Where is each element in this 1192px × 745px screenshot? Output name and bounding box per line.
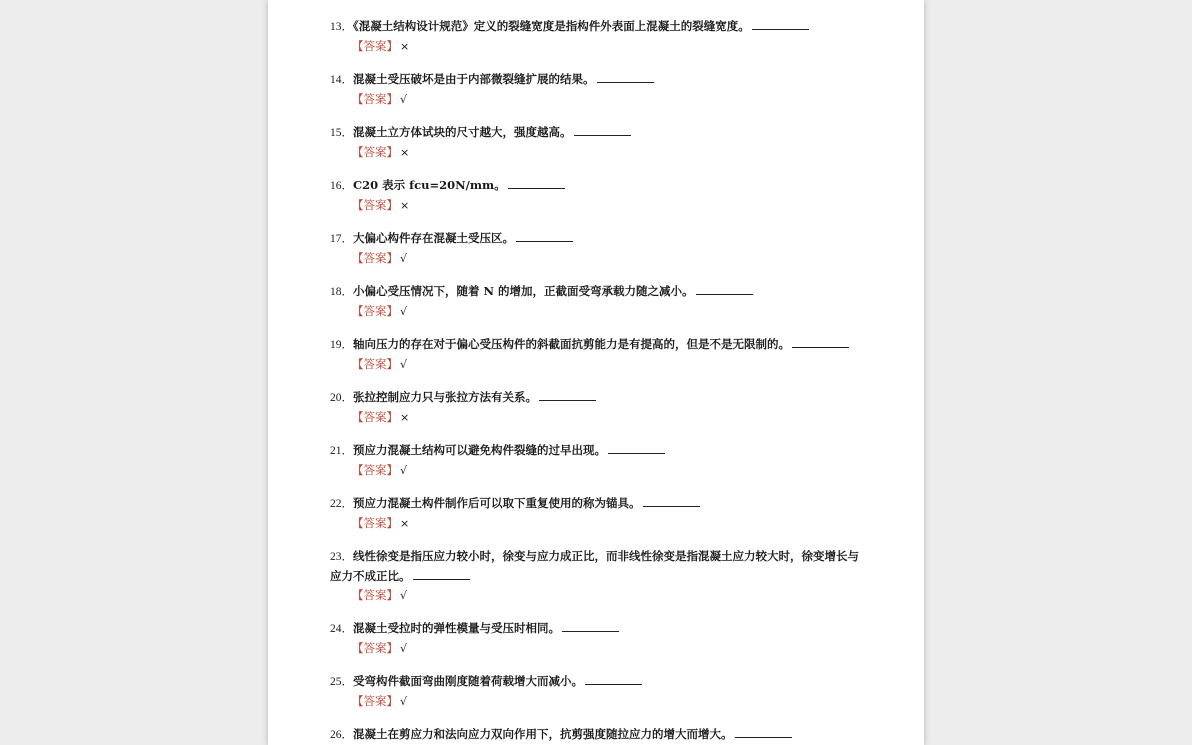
question-number: 23． bbox=[330, 551, 353, 563]
answer-value: × bbox=[400, 199, 410, 212]
question-text bbox=[330, 441, 870, 461]
answer-label: 【答案】 bbox=[352, 641, 398, 655]
answer-value: √ bbox=[400, 589, 408, 602]
question-text bbox=[330, 494, 870, 514]
answer-line bbox=[352, 639, 870, 658]
question-22 bbox=[330, 494, 870, 533]
question-number: 13． bbox=[330, 21, 353, 33]
answer-line bbox=[352, 408, 870, 427]
answer-blank bbox=[792, 337, 849, 348]
question-text-continued bbox=[330, 567, 870, 586]
answer-value: × bbox=[400, 146, 410, 159]
question-body: 轴向压力的存在对于偏心受压构件的斜截面抗剪能力是有提高的，但是不是无限制的。 bbox=[353, 337, 790, 351]
answer-value: × bbox=[400, 411, 410, 424]
answer-value: × bbox=[400, 517, 410, 530]
answer-value: √ bbox=[400, 695, 408, 708]
answer-line bbox=[352, 355, 870, 374]
answer-line bbox=[352, 37, 870, 56]
answer-blank bbox=[735, 727, 792, 738]
answer-label: 【答案】 bbox=[352, 145, 398, 159]
question-number: 15． bbox=[330, 127, 353, 139]
answer-blank bbox=[608, 443, 665, 454]
answer-value: √ bbox=[400, 464, 408, 477]
question-23 bbox=[330, 547, 870, 605]
answer-label: 【答案】 bbox=[352, 92, 398, 106]
answer-label: 【答案】 bbox=[352, 198, 398, 212]
question-14 bbox=[330, 70, 870, 109]
answer-value: √ bbox=[400, 642, 408, 655]
question-15 bbox=[330, 123, 870, 162]
answer-line bbox=[352, 461, 870, 480]
question-13 bbox=[330, 17, 870, 56]
question-number: 26． bbox=[330, 729, 353, 741]
answer-blank bbox=[752, 19, 809, 30]
question-17 bbox=[330, 229, 870, 268]
question-18 bbox=[330, 282, 870, 321]
question-body: 小偏心受压情况下，随着 N 的增加，正截面受弯承载力随之减小。 bbox=[353, 284, 694, 298]
question-number: 21． bbox=[330, 445, 353, 457]
answer-label: 【答案】 bbox=[352, 251, 398, 265]
question-number: 22． bbox=[330, 498, 353, 510]
question-body: 张拉控制应力只与张拉方法有关系。 bbox=[353, 390, 537, 404]
answer-value: √ bbox=[400, 305, 408, 318]
question-body: 混凝土立方体试块的尺寸越大，强度越高。 bbox=[353, 125, 572, 139]
answer-value: √ bbox=[400, 93, 408, 106]
question-20 bbox=[330, 388, 870, 427]
answer-line bbox=[352, 302, 870, 321]
question-body: 受弯构件截面弯曲刚度随着荷载增大而减小。 bbox=[353, 674, 583, 688]
question-number: 19． bbox=[330, 339, 353, 351]
answer-blank bbox=[508, 178, 565, 189]
question-text bbox=[330, 547, 870, 567]
question-number: 17． bbox=[330, 233, 353, 245]
question-number: 16． bbox=[330, 180, 353, 192]
answer-line bbox=[352, 90, 870, 109]
answer-label: 【答案】 bbox=[352, 39, 398, 53]
answer-line bbox=[352, 514, 870, 533]
question-body: 预应力混凝土构件制作后可以取下重复使用的称为锚具。 bbox=[353, 496, 641, 510]
answer-blank bbox=[696, 284, 753, 295]
question-body: 预应力混凝土结构可以避免构件裂缝的过早出现。 bbox=[353, 443, 606, 457]
question-text bbox=[330, 619, 870, 639]
answer-blank bbox=[539, 390, 596, 401]
question-number: 18． bbox=[330, 286, 353, 298]
question-text bbox=[330, 176, 870, 196]
question-text bbox=[330, 229, 870, 249]
answer-blank bbox=[643, 496, 700, 507]
answer-line bbox=[352, 692, 870, 711]
question-24 bbox=[330, 619, 870, 658]
answer-blank bbox=[516, 231, 573, 242]
question-body: 混凝土受拉时的弹性模量与受压时相同。 bbox=[353, 621, 560, 635]
question-16 bbox=[330, 176, 870, 215]
question-body: 《混凝土结构设计规范》定义的裂缝宽度是指构件外表面上混凝土的裂缝宽度。 bbox=[353, 19, 750, 33]
question-19 bbox=[330, 335, 870, 374]
question-body: 混凝土受压破坏是由于内部微裂缝扩展的结果。 bbox=[353, 72, 595, 86]
document-page bbox=[268, 0, 924, 745]
answer-line bbox=[352, 196, 870, 215]
question-21 bbox=[330, 441, 870, 480]
answer-line bbox=[352, 586, 870, 605]
question-text bbox=[330, 282, 870, 302]
question-number: 24． bbox=[330, 623, 353, 635]
question-number: 14． bbox=[330, 74, 353, 86]
question-25 bbox=[330, 672, 870, 711]
answer-label: 【答案】 bbox=[352, 588, 398, 602]
answer-label: 【答案】 bbox=[352, 694, 398, 708]
answer-label: 【答案】 bbox=[352, 410, 398, 424]
question-body-2: 应力不成正比。 bbox=[330, 569, 411, 583]
question-text bbox=[330, 388, 870, 408]
question-text bbox=[330, 123, 870, 143]
answer-value: √ bbox=[400, 252, 408, 265]
question-text bbox=[330, 725, 870, 745]
question-number: 25． bbox=[330, 676, 353, 688]
question-26 bbox=[330, 725, 870, 745]
answer-blank bbox=[574, 125, 631, 136]
question-text bbox=[330, 17, 870, 37]
answer-blank bbox=[413, 569, 470, 580]
question-body: C20 表示 fcu=20N/mm。 bbox=[353, 178, 506, 192]
answer-label: 【答案】 bbox=[352, 463, 398, 477]
answer-label: 【答案】 bbox=[352, 304, 398, 318]
answer-line bbox=[352, 249, 870, 268]
answer-value: √ bbox=[400, 358, 408, 371]
question-text bbox=[330, 70, 870, 90]
answer-blank bbox=[585, 674, 642, 685]
answer-value: × bbox=[400, 40, 410, 53]
question-text bbox=[330, 335, 870, 355]
answer-line bbox=[352, 143, 870, 162]
answer-blank bbox=[597, 72, 654, 83]
question-number: 20． bbox=[330, 392, 353, 404]
answer-label: 【答案】 bbox=[352, 357, 398, 371]
question-text bbox=[330, 672, 870, 692]
question-body: 线性徐变是指压应力较小时，徐变与应力成正比，而非线性徐变是指混凝土应力较大时，徐变增长与 bbox=[353, 549, 859, 563]
answer-blank bbox=[562, 621, 619, 632]
question-body: 大偏心构件存在混凝土受压区。 bbox=[353, 231, 514, 245]
question-body: 混凝土在剪应力和法向应力双向作用下，抗剪强度随拉应力的增大而增大。 bbox=[353, 727, 733, 741]
answer-label: 【答案】 bbox=[352, 516, 398, 530]
